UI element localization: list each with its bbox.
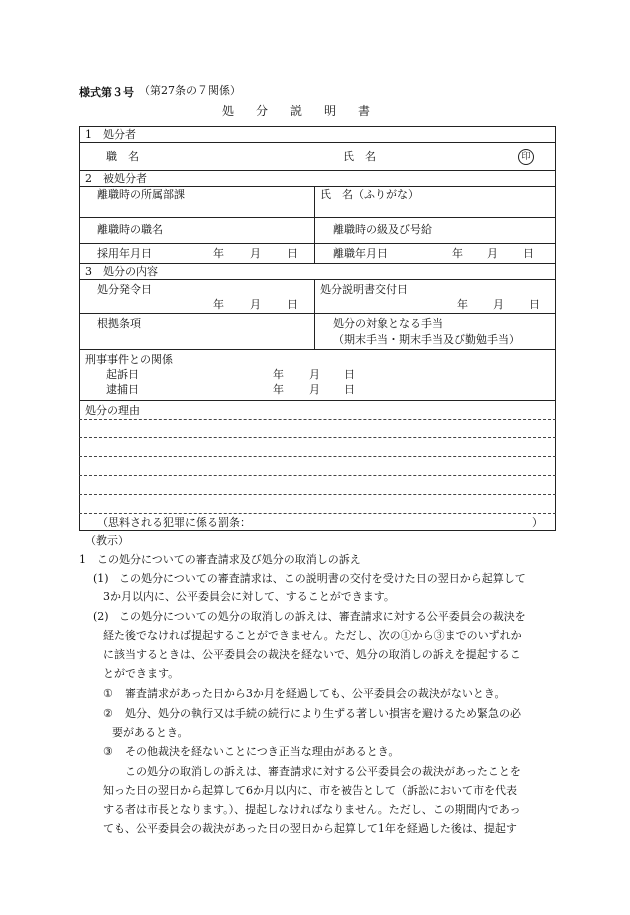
reason-line (79, 475, 556, 476)
rule (79, 217, 556, 218)
rule (79, 170, 556, 171)
day-label: 日 (523, 247, 534, 260)
condition2-line: 処分、処分の執行又は手続の続行により生ずる著しい損害を避けるため緊急の必 (125, 707, 521, 720)
year-label: 年 (213, 247, 224, 260)
hire-date-label: 採用年月日 (97, 247, 152, 260)
instructions-label: （教示） (85, 534, 129, 547)
instructions-item1: 1 この処分についての審査請求及び処分の取消しの訴え (79, 553, 361, 566)
paragraph2-line: この処分についての処分の取消しの訴えは、審査請求に対する公平委員会の裁決を (119, 610, 526, 623)
grade-label: 離職時の級及び号給 (333, 223, 432, 236)
reason-line (79, 513, 556, 514)
column-divider (314, 186, 315, 263)
rule (79, 186, 556, 187)
name-label: 氏 名 (343, 150, 376, 163)
form-number: 様式第３号 (79, 86, 134, 99)
dept-label: 離職時の所属部課 (97, 188, 185, 201)
rule (79, 313, 556, 314)
paragraph1-line: この処分についての審査請求は、この説明書の交付を受けた日の翌日から起算して (119, 572, 526, 585)
paragraph1-mark: (1) (93, 572, 109, 585)
month-label: 月 (250, 247, 261, 260)
condition3-text: その他裁決を経ないことにつき正当な理由があるとき。 (125, 745, 400, 758)
final-paragraph-line: 知った日の翌日から起算して6か月以内に、市を被告として（訴訟において市を代表 (103, 784, 517, 797)
table-top-border (79, 126, 556, 127)
day-label: 日 (287, 247, 298, 260)
table-bottom-border (79, 530, 556, 531)
month-label: 月 (487, 247, 498, 260)
condition1-mark: ① (103, 687, 113, 700)
reason-line (79, 419, 556, 420)
basis-label: 根拠条項 (97, 317, 141, 330)
section1-label: 1 処分者 (85, 128, 136, 141)
article-reference: （第27条の７関係） (139, 84, 241, 97)
condition1-text: 審査請求があった日から3か月を経過しても、公平委員会の裁決がないとき。 (125, 687, 506, 700)
job-label: 離職時の職名 (97, 223, 163, 236)
seal-icon: 印 (518, 149, 534, 165)
furigana-name-label: 氏 名（ふりがな） (320, 188, 419, 201)
paragraph2-line: 経た後でなければ提起することができません。ただし、次の①から③までのいずれか (103, 629, 522, 642)
rule (79, 349, 556, 350)
reason-line (79, 456, 556, 457)
paragraph2-line: とができます。 (103, 667, 180, 680)
year-label: 年 (273, 383, 284, 396)
final-paragraph-line: ても、公平委員会の裁決があった日の翌日から起算して1年を経過した後は、提起す (103, 822, 517, 835)
retire-date-label: 離職年月日 (333, 247, 388, 260)
condition2-mark: ② (103, 707, 113, 720)
reason-label: 処分の理由 (85, 404, 140, 417)
month-label: 月 (250, 298, 261, 311)
year-label: 年 (273, 368, 284, 381)
delivery-date-label: 処分説明書交付日 (320, 283, 408, 296)
section3-label: 3 処分の内容 (85, 265, 158, 278)
condition2-line: 要があるとき。 (112, 726, 189, 739)
section2-label: 2 被処分者 (85, 172, 147, 185)
column-divider (314, 279, 315, 349)
criminal-label: 刑事事件との関係 (85, 353, 173, 366)
month-label: 月 (309, 383, 320, 396)
month-label: 月 (493, 298, 504, 311)
final-paragraph-line: する者は市長となります。）、提起しなければなりません。ただし、この期間内であっ (103, 803, 521, 816)
penalty-close: ） (532, 516, 543, 529)
year-label: 年 (213, 298, 224, 311)
reason-line (79, 437, 556, 438)
allowance-detail: （期末手当・期末手当及び勤勉手当） (333, 333, 520, 346)
issue-date-label: 処分発令日 (97, 283, 152, 296)
year-label: 年 (452, 247, 463, 260)
job-title-label: 職 名 (106, 150, 139, 163)
day-label: 日 (529, 298, 540, 311)
rule (79, 400, 556, 401)
day-label: 日 (344, 368, 355, 381)
paragraph2-mark: (2) (93, 610, 109, 623)
final-paragraph-line: この処分の取消しの訴えは、審査請求に対する公平委員会の裁決があったことを (125, 765, 521, 778)
day-label: 日 (344, 383, 355, 396)
rule (79, 263, 556, 264)
paragraph2-line: に該当するときは、公平委員会の裁決を経ないで、処分の取消しの訴えを提起するこ (103, 648, 521, 661)
rule (79, 142, 556, 143)
indictment-label: 起訴日 (106, 368, 139, 381)
page-title: 処分説明書 (222, 104, 393, 118)
rule (79, 279, 556, 280)
allowance-label: 処分の対象となる手当 (333, 317, 443, 330)
penalty-label: （思料される犯罪に係る罰条： (97, 516, 251, 529)
arrest-label: 逮捕日 (106, 383, 139, 396)
month-label: 月 (309, 368, 320, 381)
year-label: 年 (457, 298, 468, 311)
paragraph1-line: 3か月以内に、公平委員会に対して、することができます。 (103, 590, 395, 603)
reason-line (79, 494, 556, 495)
day-label: 日 (287, 298, 298, 311)
condition3-mark: ③ (103, 745, 113, 758)
rule (79, 243, 556, 244)
